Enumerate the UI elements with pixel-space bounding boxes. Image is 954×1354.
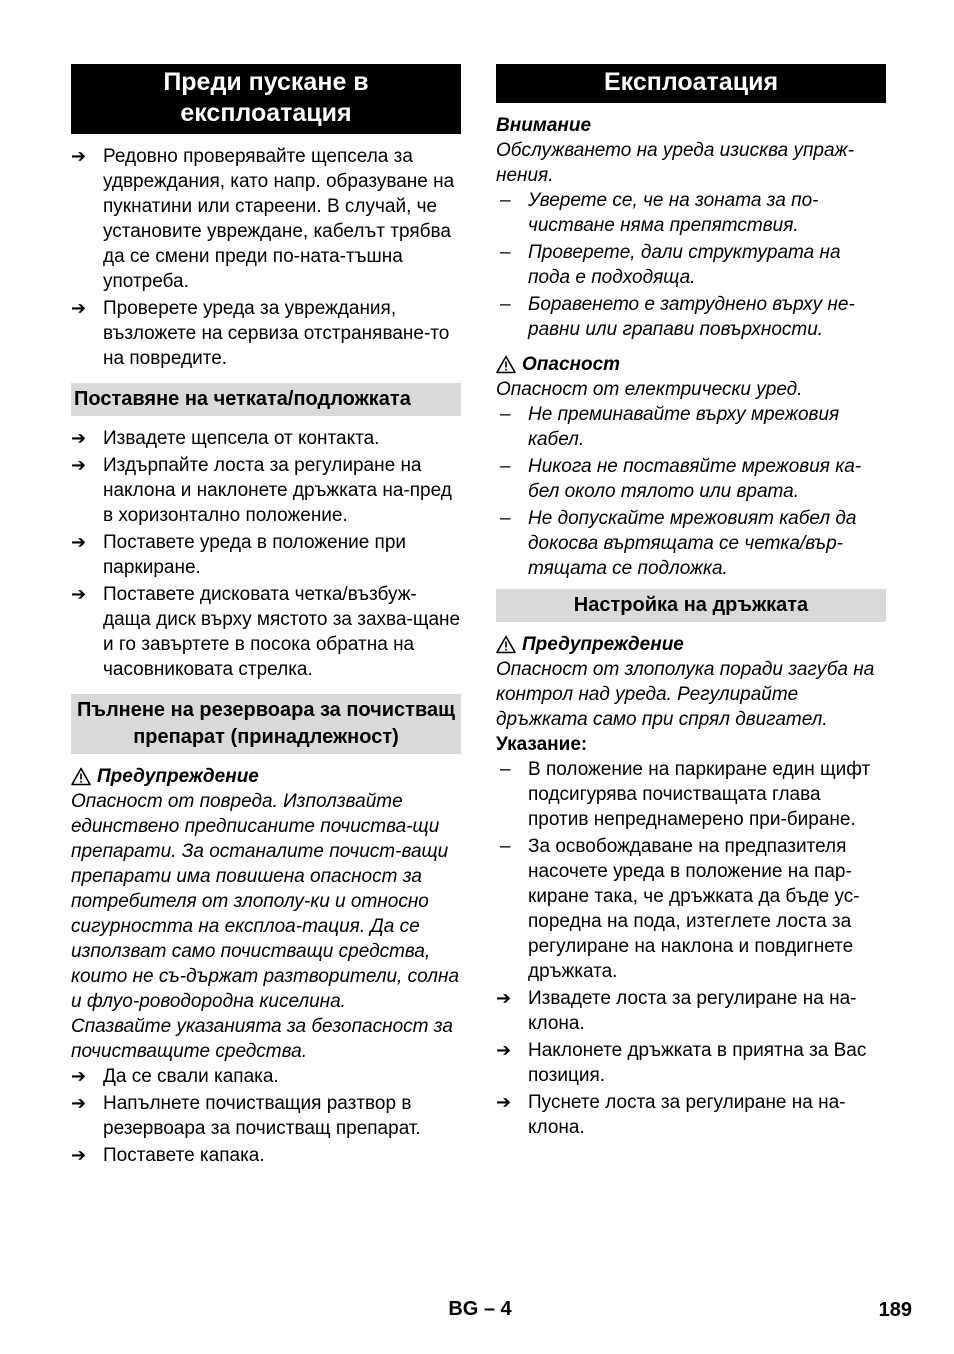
handle-warning-label-line bbox=[496, 632, 886, 657]
dash-marker: – bbox=[500, 456, 511, 477]
dash-marker: – bbox=[500, 190, 511, 211]
list-item: – Не допускайте мрежовият кабел да докосва въртящата се четка/вър-тящата се подложка. bbox=[496, 506, 886, 581]
danger-label-line bbox=[496, 352, 886, 377]
warning-label: Предупреждение bbox=[97, 766, 259, 787]
right-arrow-icon: ➔ bbox=[496, 1040, 512, 1060]
section-heading-before-start: Преди пускане в експлоатация bbox=[71, 64, 461, 134]
right-arrow-icon: ➔ bbox=[496, 1092, 512, 1112]
warning-triangle-icon bbox=[71, 767, 91, 786]
right-arrow-icon: ➔ bbox=[71, 1145, 87, 1165]
danger-list bbox=[496, 402, 886, 581]
safety-note: Спазвайте указанията за безопасност за почистващите средства. bbox=[71, 1016, 453, 1062]
attention-label-line bbox=[496, 113, 886, 138]
list-item: ➔ Да се свали капака. bbox=[71, 1066, 279, 1087]
attention-label: Внимание bbox=[496, 115, 592, 136]
right-arrow-icon: ➔ bbox=[71, 1093, 87, 1113]
handle-warning-label: Предупреждение bbox=[522, 634, 684, 655]
dash-marker: – bbox=[500, 759, 511, 780]
dash-marker: – bbox=[500, 294, 511, 315]
list-item: – Боравенето е затруднено върху не-равни или грапави повърхности. bbox=[496, 292, 886, 342]
danger-label: Опасност bbox=[522, 354, 621, 375]
list-item: ➔ Пуснете лоста за регулиране на на-клона. bbox=[496, 1092, 846, 1138]
list-item: ➔ Извадете щепсела от контакта. bbox=[71, 428, 380, 449]
note-list bbox=[496, 757, 886, 984]
handle-warning-text: Опасност от злополука поради загуба на контрол над уреда. Регулирайте дръжката само при спрял двигател. bbox=[496, 659, 875, 730]
right-arrow-icon: ➔ bbox=[71, 1066, 87, 1086]
list-item: – Проверете, дали структурата на пода е подходяща. bbox=[496, 240, 886, 290]
intro-list bbox=[71, 144, 461, 371]
right-column bbox=[496, 64, 886, 1142]
list-item: – За освобождаване на предпазителя насочете уреда в положение на пар-киране така, че дръжката да бъде ус-поредна на пода, изтеглете лоста за регулиране на наклона и повдигнете дръжката. bbox=[496, 834, 886, 984]
dash-marker: – bbox=[500, 242, 511, 263]
warning-triangle-icon bbox=[496, 355, 516, 374]
list-item: ➔ Издърпайте лоста за регулиране на наклона и наклонете дръжката на-пред в хоризонтално положение. bbox=[71, 455, 452, 526]
right-arrow-icon: ➔ bbox=[71, 146, 87, 166]
page-number: 189 bbox=[878, 1299, 912, 1321]
list-item: ➔ Наклонете дръжката в приятна за Вас позиция. bbox=[496, 1040, 867, 1086]
list-item: – В положение на паркиране един щифт подсигурява почистващата глава против непреднамерено при-биране. bbox=[496, 757, 886, 832]
attention-text: Обслужването на уреда изисква упраж-нения. bbox=[496, 140, 854, 186]
list-item: ➔ Проверете уреда за увреждания, възложете на сервиза отстраняване-то на повредите. bbox=[71, 298, 450, 369]
subsection-heading-handle: Настройка на дръжката bbox=[496, 589, 886, 622]
dash-marker: – bbox=[500, 508, 511, 529]
list-item: – Уверете се, че на зоната за по-чистване няма препятствия. bbox=[496, 188, 886, 238]
warning-label-line bbox=[71, 764, 461, 789]
footer-language-code: BG – 4 bbox=[448, 1298, 512, 1320]
danger-text: Опасност от електрически уред. bbox=[496, 379, 803, 400]
brush-list bbox=[71, 426, 461, 682]
note-label: Указание: bbox=[496, 734, 588, 755]
dash-marker: – bbox=[500, 404, 511, 425]
list-item: ➔ Редовно проверявайте щепсела за удвреждания, като напр. образуване на пукнатини или стареени. В случай, че установите увреждане, кабелът трябва да се смени преди по-ната-тъшна употреба. bbox=[71, 146, 455, 292]
section-heading-operation: Експлоатация bbox=[496, 64, 886, 103]
warning-triangle-icon bbox=[496, 635, 516, 654]
handle-list bbox=[496, 986, 886, 1140]
right-arrow-icon: ➔ bbox=[496, 988, 512, 1008]
list-item: ➔ Поставете уреда в положение при паркиране. bbox=[71, 532, 407, 578]
right-arrow-icon: ➔ bbox=[71, 455, 87, 475]
list-item: ➔ Поставете дисковата четка/възбуж-даща диск върху мястото за захва-щане и го завъртете в посока обратна на часовниковата стрелка. bbox=[71, 584, 461, 680]
right-arrow-icon: ➔ bbox=[71, 584, 87, 604]
list-item: ➔ Напълнете почистващия разтвор в резервоара за почистващ препарат. bbox=[71, 1093, 421, 1139]
right-arrow-icon: ➔ bbox=[71, 428, 87, 448]
dash-marker: – bbox=[500, 836, 511, 857]
subsection-heading-brush: Поставяне на четката/подложката bbox=[71, 383, 461, 416]
attention-list bbox=[496, 188, 886, 342]
warning-text: Опасност от повреда. Използвайте единствено предписаните почиства-щи препарати. За останалите почист-ващи препарати има повишена опасност за потребителя от злополу-ки и относно сигурността на експлоа-тация. Да се използват само почистващи средства, които не съ-държат разтворители, солна и флуо-роводородна киселина. bbox=[71, 791, 460, 1012]
right-arrow-icon: ➔ bbox=[71, 298, 87, 318]
tank-list bbox=[71, 1064, 461, 1168]
list-item: – Никога не поставяйте мрежовия ка-бел около тялото или врата. bbox=[496, 454, 886, 504]
right-arrow-icon: ➔ bbox=[71, 532, 87, 552]
list-item: ➔ Поставете капака. bbox=[71, 1145, 265, 1166]
left-column bbox=[71, 64, 461, 1170]
subsection-heading-tank: Пълнене на резервоара за почистващ препарат (принадлежност) bbox=[71, 694, 461, 754]
list-item: – Не преминавайте върху мрежовия кабел. bbox=[496, 402, 886, 452]
list-item: ➔ Извадете лоста за регулиране на на-клона. bbox=[496, 988, 857, 1034]
